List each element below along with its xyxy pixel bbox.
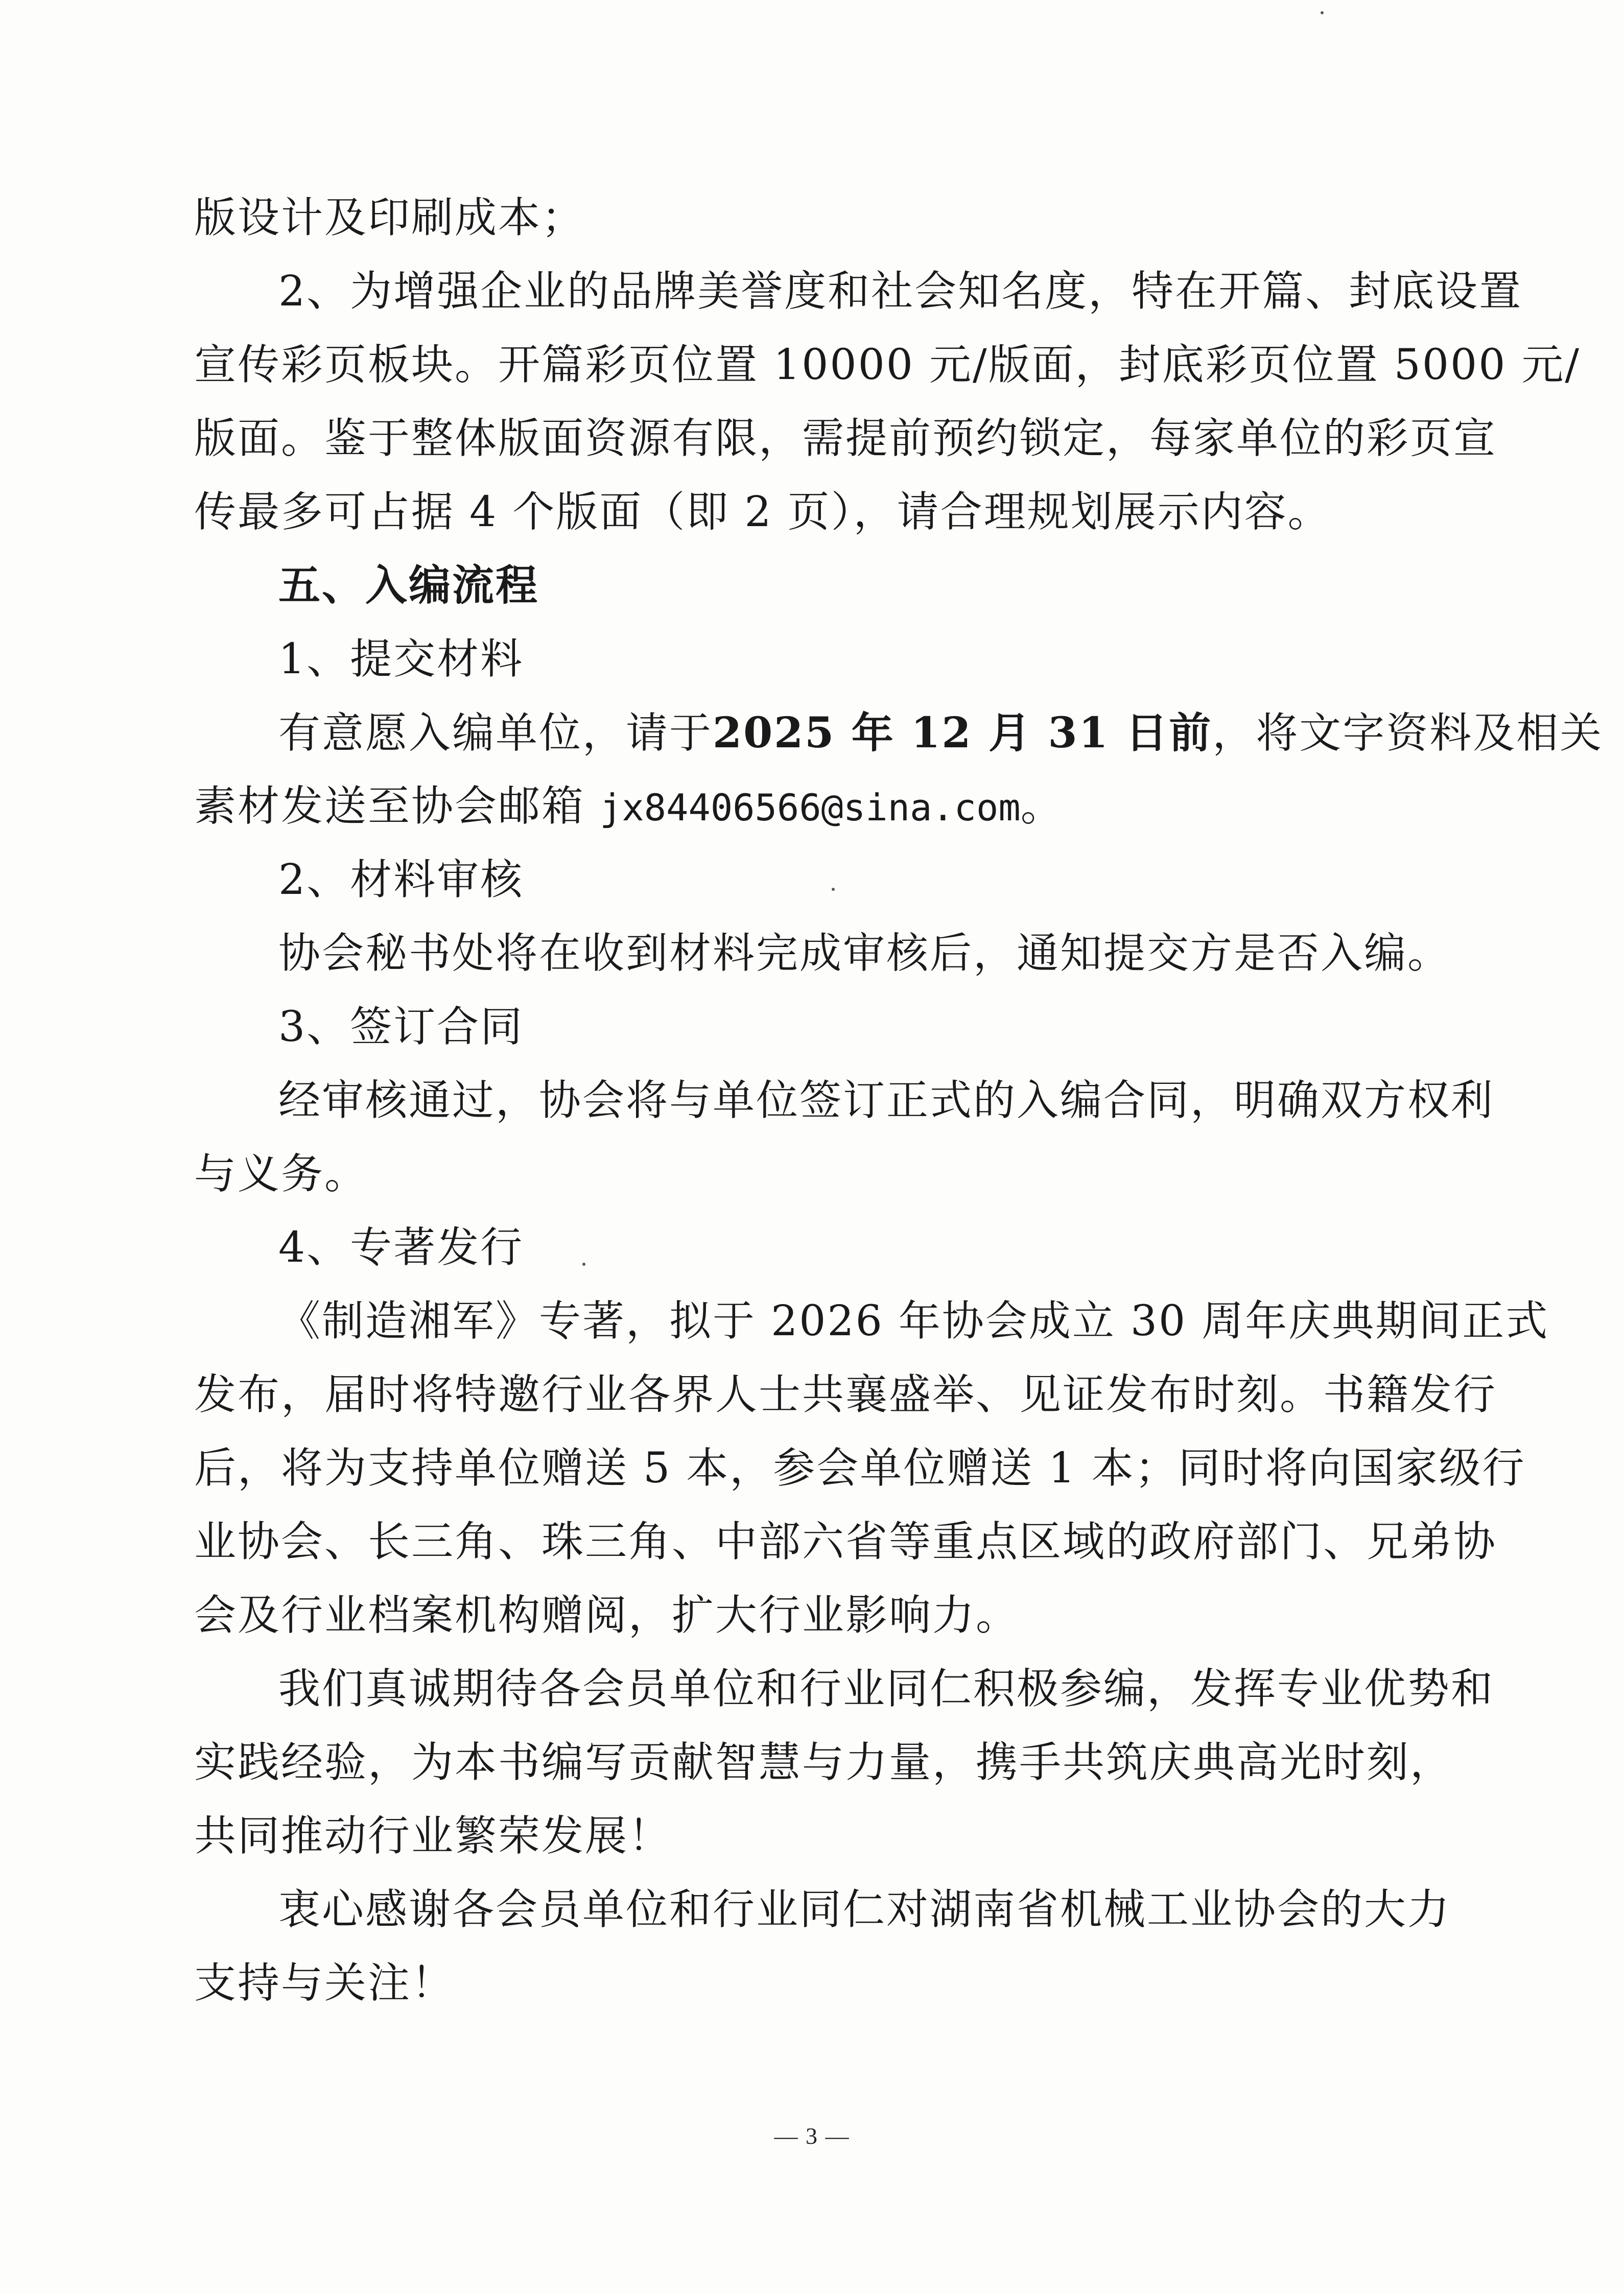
paragraph-line: 《制造湘军》专著，拟于 2026 年协会成立 30 周年庆典期间正式	[278, 1297, 1549, 1345]
paragraph-line: 实践经验，为本书编写贡献智慧与力量，携手共筑庆典高光时刻，	[194, 1738, 1454, 1787]
scan-speck	[1321, 11, 1324, 14]
paragraph-line: 共同推动行业繁荣发展！	[194, 1812, 672, 1860]
step-heading: 1、提交材料	[278, 635, 524, 683]
paragraph-line: 2、为增强企业的品牌美誉度和社会知名度，特在开篇、封底设置	[278, 267, 1523, 316]
page-number: — 3 —	[774, 2123, 850, 2149]
paragraph-line: 版面。鉴于整体版面资源有限，需提前预约锁定，每家单位的彩页宣	[194, 414, 1497, 463]
paragraph-line: 传最多可占据 4 个版面（即 2 页），请合理规划展示内容。	[194, 488, 1331, 536]
text-run: 有意愿入编单位，请于	[278, 709, 713, 758]
paragraph-line: 衷心感谢各会员单位和行业同仁对湖南省机械工业协会的大力	[278, 1885, 1451, 1934]
paragraph-line: 支持与关注！	[194, 1959, 455, 2007]
paragraph-line	[194, 770, 1430, 843]
paragraph-line: 版设计及印刷成本；	[194, 194, 585, 242]
section-heading: 五、入编流程	[278, 561, 539, 610]
paragraph-line: 经审核通过，协会将与单位签订正式的入编合同，明确双方权利	[278, 1076, 1495, 1125]
paragraph-line: 宣传彩页板块。开篇彩页位置 10000 元/版面，封底彩页位置 5000 元/	[194, 341, 1581, 389]
paragraph-line: 发布，届时将特邀行业各界人士共襄盛举、见证发布时刻。书籍发行	[194, 1370, 1497, 1419]
paragraph-line: 我们真诚期待各会员单位和行业同仁积极参编，发挥专业优势和	[278, 1665, 1495, 1713]
text-run: ，将文字资料及相关	[1212, 709, 1604, 758]
paragraph-line: 与义务。	[194, 1150, 368, 1198]
step-heading: 3、签订合同	[278, 1003, 524, 1051]
scan-speck	[832, 888, 835, 891]
step-heading: 2、材料审核	[278, 856, 524, 904]
email-address: jx84406566@sina.com	[600, 786, 1021, 829]
paragraph-line	[194, 696, 1604, 770]
paragraph-line: 业协会、长三角、珠三角、中部六省等重点区域的政府部门、兄弟协	[194, 1518, 1497, 1566]
text-run: 素材发送至协会邮箱	[194, 782, 600, 831]
paragraph-line: 会及行业档案机构赠阅，扩大行业影响力。	[194, 1591, 1020, 1640]
document-body	[194, 181, 1604, 2020]
step-heading: 4、专著发行	[278, 1223, 524, 1272]
text-run: 。	[1020, 782, 1064, 831]
scan-speck	[582, 1263, 585, 1266]
paragraph-line: 协会秘书处将在收到材料完成审核后，通知提交方是否入编。	[278, 929, 1451, 978]
deadline-text: 2025 年 12 月 31 日前	[713, 708, 1213, 758]
paragraph-line: 后，将为支持单位赠送 5 本，参会单位赠送 1 本；同时将向国家级行	[194, 1444, 1526, 1493]
